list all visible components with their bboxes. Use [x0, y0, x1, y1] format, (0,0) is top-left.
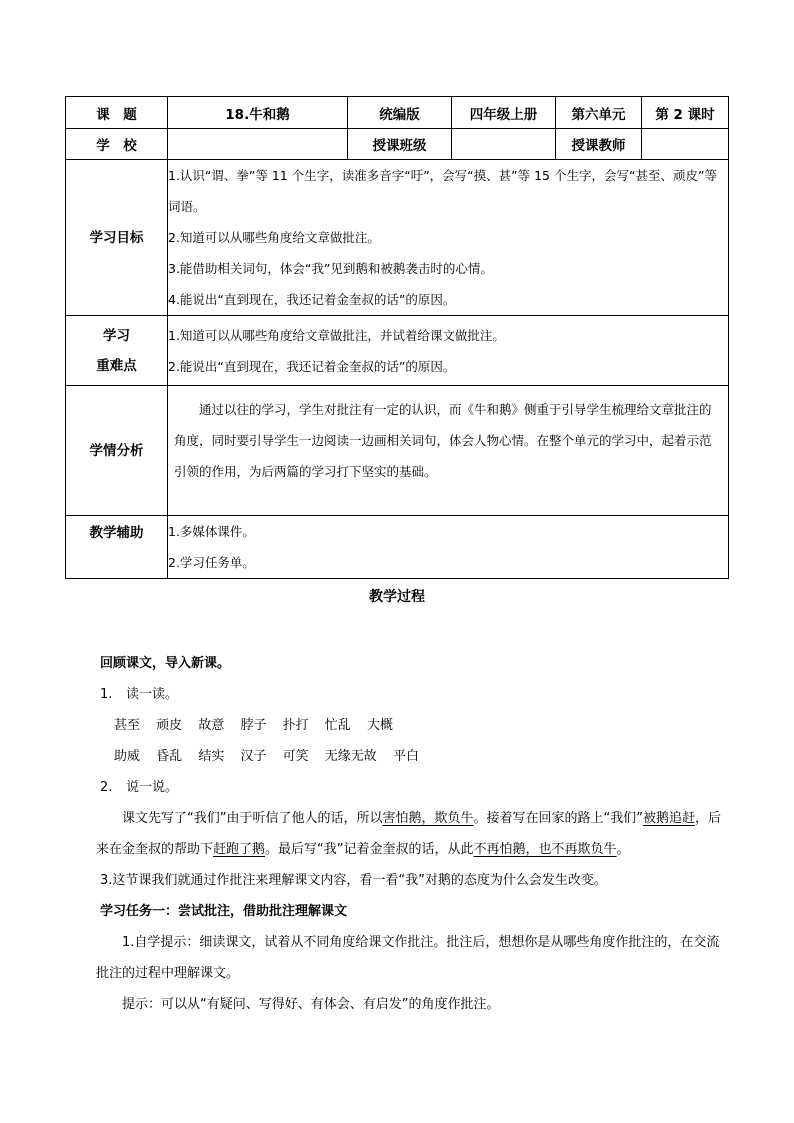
summary-part: 。最后写“我”记着金奎叔的话，从此: [265, 842, 474, 857]
table-row-key-points: [66, 316, 729, 386]
course-title: 18.牛和鹅: [168, 97, 348, 129]
word: 脖子: [240, 718, 267, 733]
word: 甚至: [114, 718, 141, 733]
analysis-cell: [168, 386, 729, 516]
aid-item: 2.学习任务单。: [168, 555, 255, 570]
step-1: [100, 679, 728, 710]
word: 可笑: [282, 749, 309, 764]
step-1-text: 读一读。: [126, 687, 179, 702]
word-row-2: [96, 741, 728, 772]
word: 故意: [198, 718, 225, 733]
word: 汉子: [240, 749, 267, 764]
goal-item: 1.认识“谓、拳”等 11 个生字，读准多音字“吁”，会写“摸、甚”等 15 个生字，会写“甚至、顽皮”等词语。: [168, 168, 717, 214]
word: 平白: [392, 749, 419, 764]
table-row-course: [66, 97, 729, 129]
step-2: [100, 772, 728, 803]
summary-part: 。: [616, 842, 630, 857]
table-row-aids: [66, 516, 729, 579]
step-2-text: 说一说。: [126, 780, 179, 795]
intro-heading: 回顾课文，导入新课。: [100, 656, 231, 671]
class-value: [452, 129, 556, 160]
edition: 统编版: [348, 97, 452, 129]
analysis-text: 通过以往的学习，学生对批注有一定的认识，而《牛和鹅》侧重于引导学生梳理给文章批注的角度，同时要引导学生一边阅读一边画相关词句，体会人物心情。在整个单元的学习中，起着示范引领的作用，为后两篇的学习打下坚实的基础。: [174, 402, 712, 479]
lesson-info-table: [65, 96, 729, 579]
word: 昏乱: [156, 749, 183, 764]
aids-list: [168, 516, 729, 579]
section-title: 教学过程: [369, 589, 425, 605]
summary-underline: 害怕鹅，欺负牛: [382, 811, 474, 826]
goal-item: 4.能说出“直到现在，我还记着金奎叔的话”的原因。: [168, 292, 456, 307]
table-row-analysis: [66, 386, 729, 516]
key-point-item: 1.知道可以从哪些角度给文章做批注，并试着给课文做批注。: [168, 327, 505, 343]
label-key-points-line1: 学习: [103, 327, 130, 344]
label-key-points: [66, 316, 168, 386]
key-points-list: [168, 316, 729, 386]
goal-item: 2.知道可以从哪些角度给文章做批注。: [168, 230, 380, 245]
summary-paragraph: [96, 803, 728, 865]
label-school: 学 校: [66, 129, 168, 160]
summary-underline: 赶跑了鹅: [213, 842, 266, 857]
word: 忙乱: [324, 718, 351, 733]
task1-heading: 学习任务一：尝试批注，借助批注理解课文: [100, 904, 348, 919]
process-body: [96, 648, 728, 1020]
goals-list: [168, 160, 729, 316]
school-value: [168, 129, 348, 160]
label-goals: 学习目标: [66, 160, 168, 316]
summary-underline: 不再怕鹅，也不再欺负牛: [473, 842, 617, 857]
lesson-period: 第 2 课时: [642, 97, 729, 129]
table-row-goals: [66, 160, 729, 316]
word: 结实: [198, 749, 225, 764]
aid-item: 1.多媒体课件。: [168, 524, 255, 539]
step-2-number: 2.: [100, 780, 113, 795]
word: 助威: [114, 749, 141, 764]
word: 大概: [366, 718, 393, 733]
summary-underline: 被鹅追赶: [642, 811, 695, 826]
word: 无缘无故: [324, 749, 377, 764]
label-key-points-line2: 重难点: [96, 357, 137, 374]
label-aids: 教学辅助: [66, 516, 168, 579]
step-3: 3.这节课我们就通过作批注来理解课文内容，看一看“我”对鹅的态度为什么会发生改变。: [100, 873, 607, 888]
word-row-1: [96, 710, 728, 741]
word: 顽皮: [156, 718, 183, 733]
label-analysis: 学情分析: [66, 386, 168, 516]
label-teacher: 授课教师: [556, 129, 642, 160]
hint-text: 提示：可以从“有疑问、写得好、有体会、有启发”的角度作批注。: [122, 997, 500, 1012]
summary-part: ，后来在金奎叔的帮助下: [96, 811, 722, 857]
grade: 四年级上册: [452, 97, 556, 129]
goal-item: 3.能借助相关词句，体会“我”见到鹅和被鹅袭击时的心情。: [168, 261, 493, 276]
table-row-school: [66, 129, 729, 160]
task1-paragraph: 1.自学提示：细读课文，试着从不同角度给课文作批注。批注后，想想你是从哪些角度作批注的，在交流批注的过程中理解课文。: [96, 935, 720, 981]
step-1-number: 1.: [100, 687, 113, 702]
label-course: 课 题: [66, 97, 168, 129]
teacher-value: [642, 129, 729, 160]
key-point-item: 2.能说出“直到现在，我还记着金奎叔的话”的原因。: [168, 358, 456, 374]
summary-part: 课文先写了“我们”由于听信了他人的话，所以: [122, 811, 383, 826]
label-class: 授课班级: [348, 129, 452, 160]
word: 扑打: [282, 718, 309, 733]
summary-part: 。接着写在回家的路上“我们”: [473, 811, 643, 826]
unit: 第六单元: [556, 97, 642, 129]
